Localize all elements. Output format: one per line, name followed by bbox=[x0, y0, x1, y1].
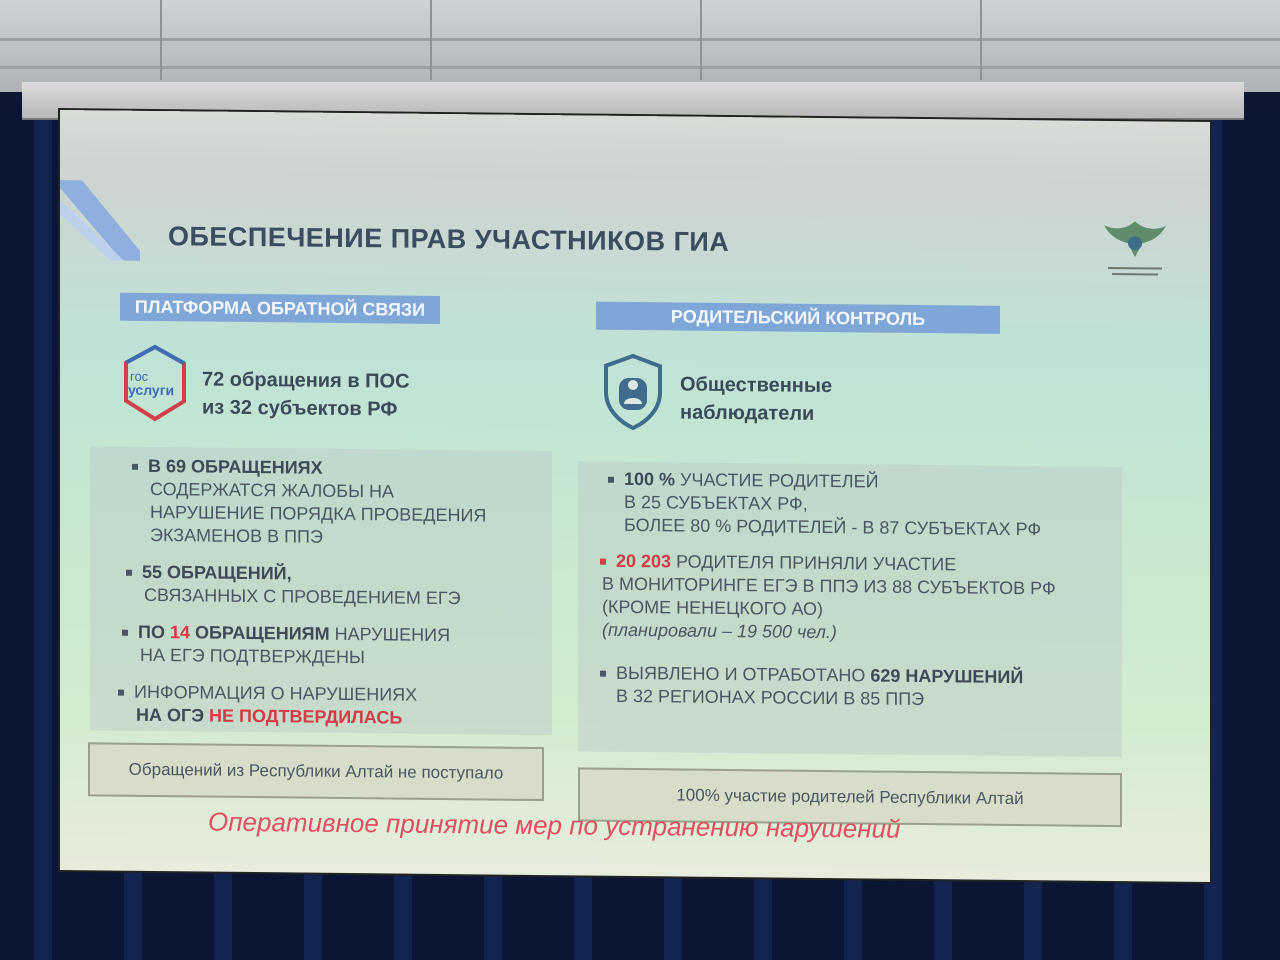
observers-summary bbox=[680, 370, 832, 428]
ceiling bbox=[0, 0, 1280, 92]
eagle-emblem-icon bbox=[1100, 213, 1170, 284]
ceiling-tile-edge bbox=[700, 0, 702, 80]
ceiling-tile-edge bbox=[160, 0, 162, 80]
logo-text-top: гос bbox=[130, 368, 149, 384]
logo-text-bottom: услуги bbox=[128, 381, 175, 399]
list-item: 55 ОБРАЩЕНИЙ, СВЯЗАННЫХ С ПРОВЕДЕНИЕМ ЕГЭ bbox=[126, 561, 461, 611]
parent-shield-icon bbox=[600, 352, 666, 433]
header-feedback-platform: ПЛАТФОРМА ОБРАТНОЙ СВЯЗИ bbox=[120, 293, 440, 324]
list-item: В 69 ОБРАЩЕНИЯХ СОДЕРЖАТСЯ ЖАЛОБЫ НА НАРУШЕНИЕ ПОРЯДКА ПРОВЕДЕНИЯ ЭКЗАМЕНОВ В ППЭ bbox=[132, 455, 486, 551]
list-item: ИНФОРМАЦИЯ О НАРУШЕНИЯХ НА ОГЭ НЕ ПОДТВЕРДИЛАСЬ bbox=[118, 681, 417, 730]
projection-screen bbox=[60, 110, 1210, 882]
header-parental-control: РОДИТЕЛЬСКИЙ КОНТРОЛЬ bbox=[596, 302, 1000, 334]
gosuslugi-logo-icon bbox=[120, 343, 190, 424]
summary-line: из 32 субъектов РФ bbox=[202, 396, 398, 421]
corner-stripes-icon bbox=[60, 180, 140, 261]
slide-footer: Оперативное принятие мер по устранению нарушений bbox=[208, 806, 901, 844]
summary-line: наблюдатели bbox=[680, 401, 815, 425]
summary-line: 72 обращения в ПОС bbox=[202, 368, 410, 393]
feedback-summary bbox=[202, 365, 410, 423]
presentation-slide bbox=[60, 180, 1210, 882]
ceiling-rail bbox=[0, 38, 1280, 41]
summary-line: Общественные bbox=[680, 373, 833, 398]
list-item: 100 % УЧАСТИЕ РОДИТЕЛЕЙ В 25 СУБЪЕКТАХ РФ, БОЛЕЕ 80 % РОДИТЕЛЕЙ - В 87 СУБЪЕКТАХ РФ bbox=[608, 468, 1041, 542]
list-item: ВЫЯВЛЕНО И ОТРАБОТАНО 629 НАРУШЕНИЙ В 32 РЕГИОНАХ РОССИИ В 85 ППЭ bbox=[600, 662, 1023, 712]
ceiling-rail bbox=[0, 66, 1280, 69]
altai-parents-box: 100% участие родителей Республики Алтай bbox=[578, 767, 1122, 827]
ceiling-tile-edge bbox=[430, 0, 432, 80]
list-item: ПО 14 ОБРАЩЕНИЯМ НАРУШЕНИЯ НА ЕГЭ ПОДТВЕРЖДЕНЫ bbox=[122, 621, 450, 670]
list-item: 20 203 РОДИТЕЛЯ ПРИНЯЛИ УЧАСТИЕ В МОНИТОРИНГЕ ЕГЭ В ППЭ ИЗ 88 СУБЪЕКТОВ РФ (КРОМЕ НЕНЕЦКОГО АО) (планировали – 19 500 чел.) bbox=[602, 550, 1056, 643]
slide-title: ОБЕСПЕЧЕНИЕ ПРАВ УЧАСТНИКОВ ГИА bbox=[168, 221, 730, 258]
ceiling-tile-edge bbox=[980, 0, 982, 80]
altai-feedback-box: Обращений из Республики Алтай не поступало bbox=[88, 742, 544, 801]
